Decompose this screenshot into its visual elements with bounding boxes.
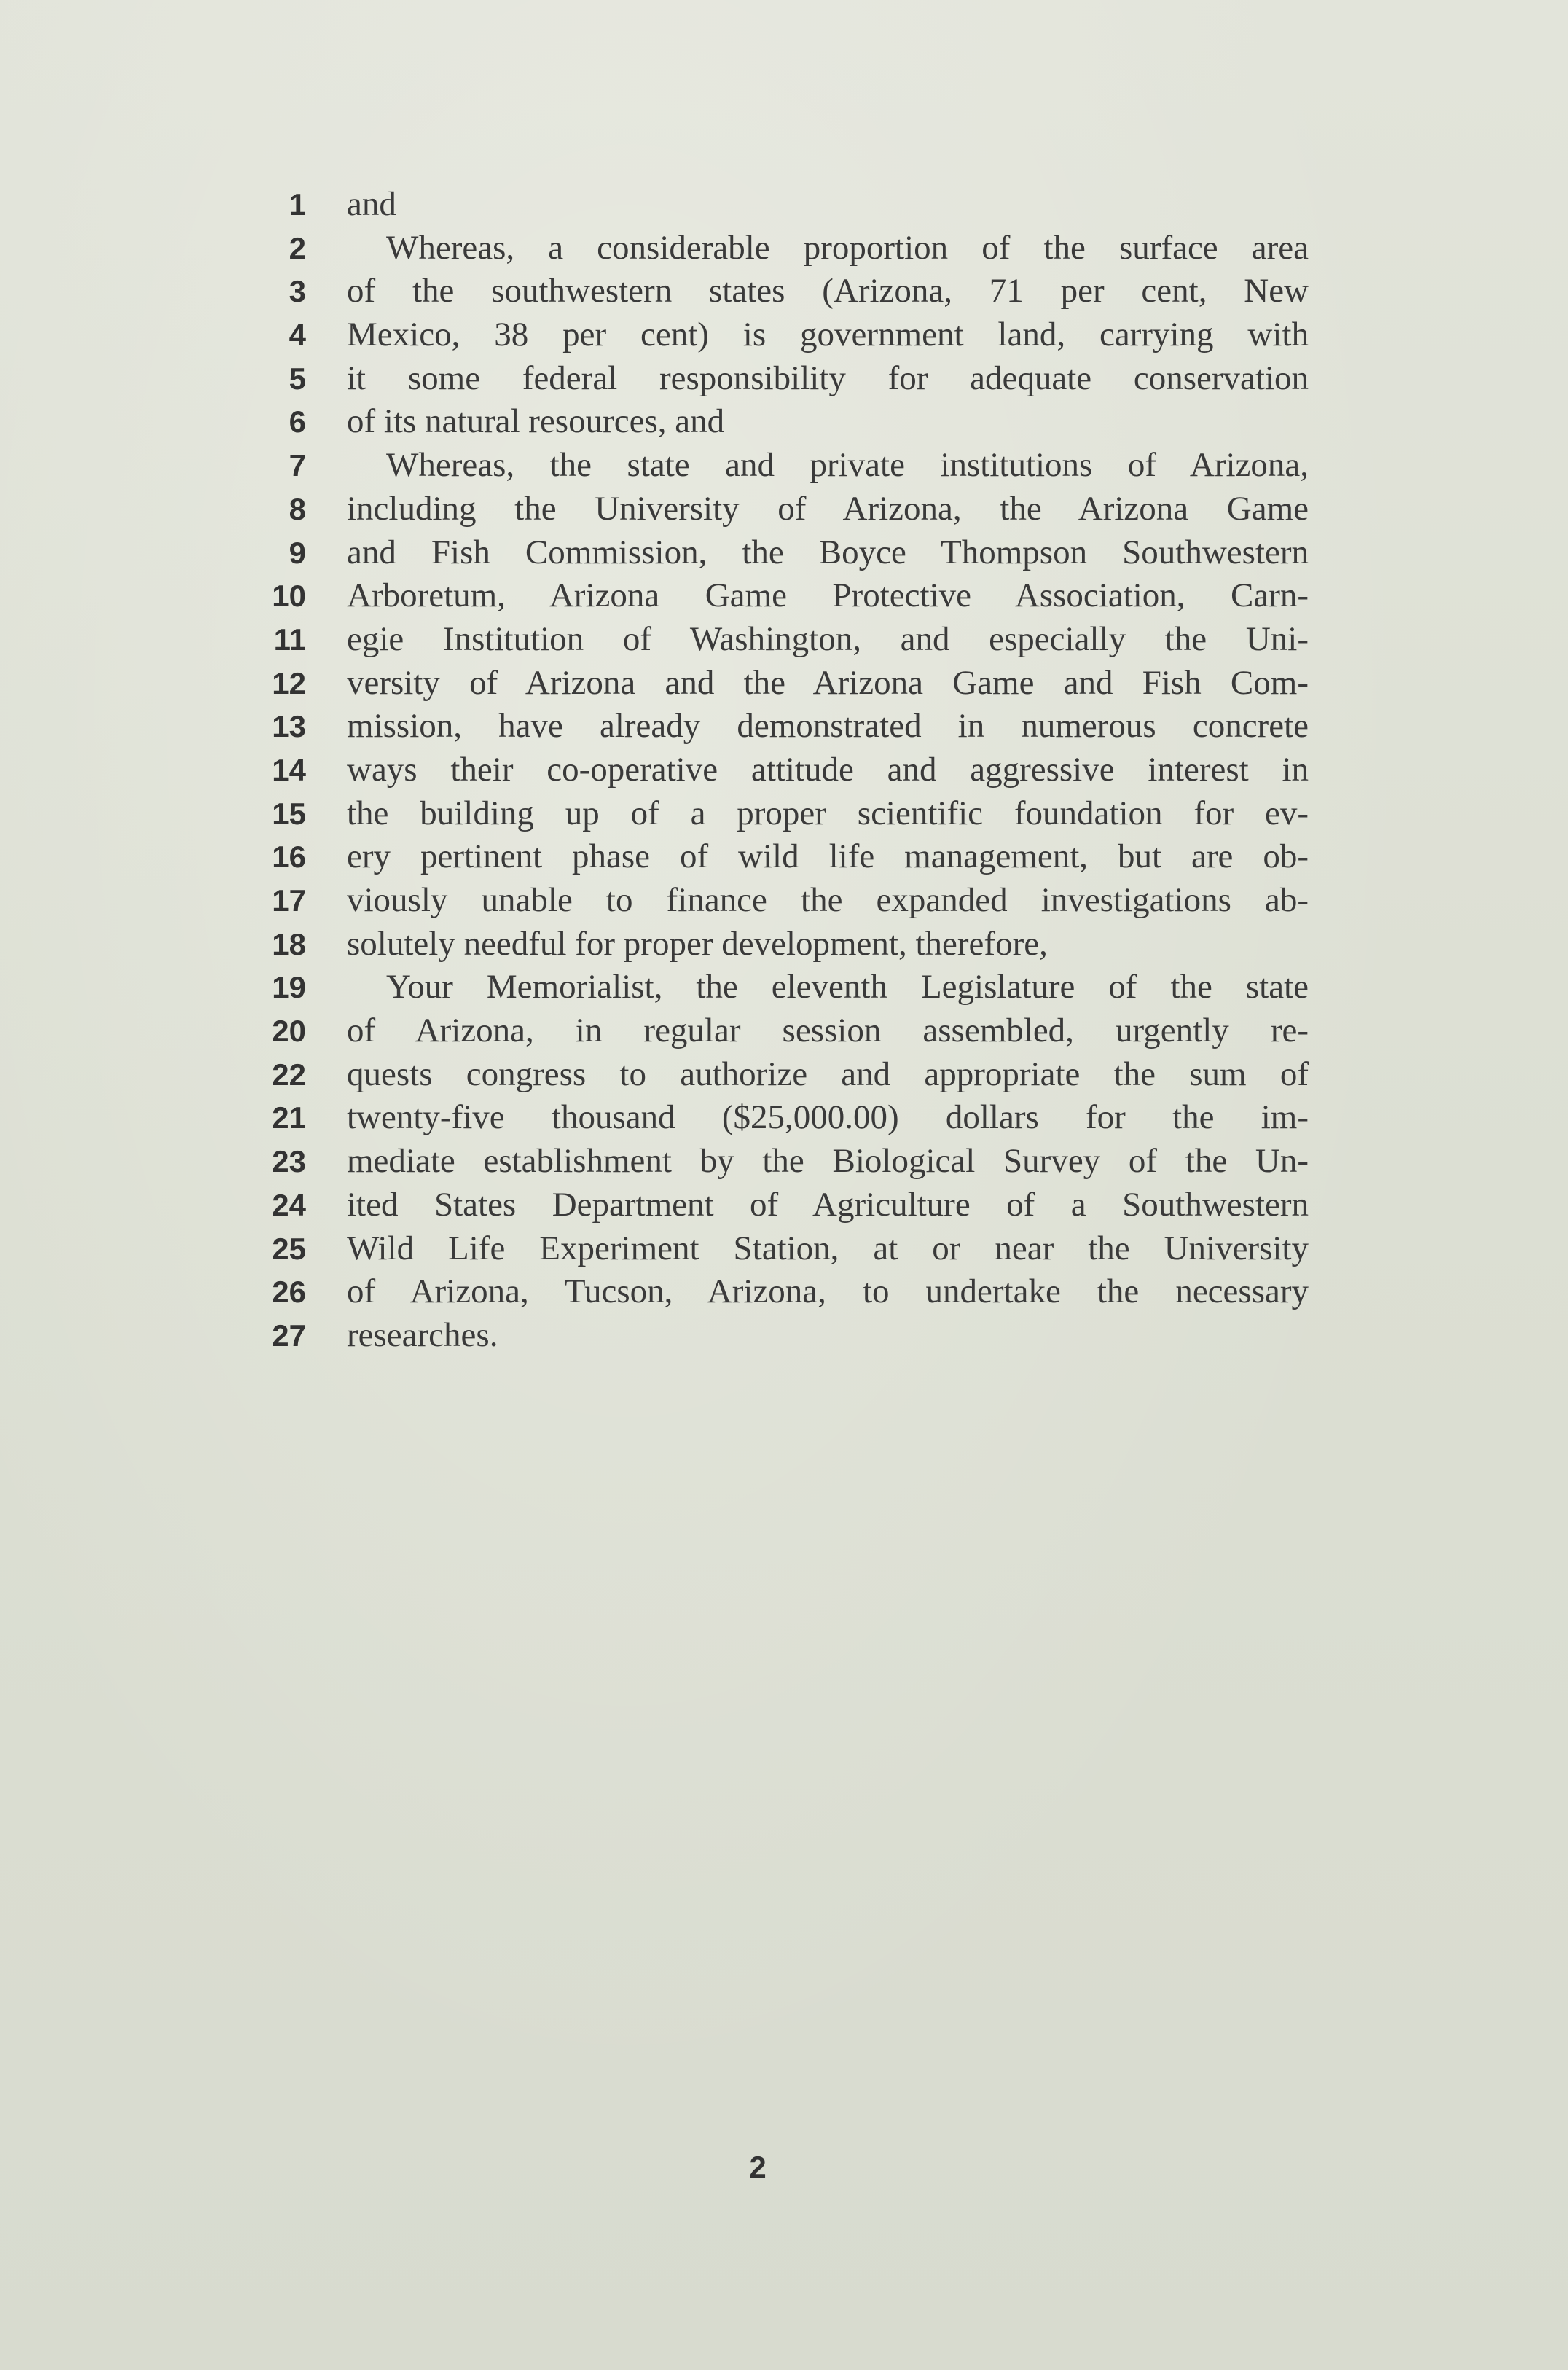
text-line	[0, 574, 1568, 617]
line-number: 21	[272, 1100, 306, 1135]
line-text: twenty-five thousand ($25,000.00) dollars for the im-	[347, 1098, 1309, 1137]
line-text: ery pertinent phase of wild life management, but are ob-	[347, 837, 1309, 876]
text-line	[0, 1139, 1568, 1183]
line-number: 22	[272, 1057, 306, 1092]
line-number: 9	[289, 535, 306, 570]
line-number: 23	[272, 1144, 306, 1179]
line-text: of the southwestern states (Arizona, 71 per cent, New	[347, 272, 1309, 310]
line-text: Arboretum, Arizona Game Protective Association, Carn-	[347, 576, 1309, 615]
line-number: 13	[272, 709, 306, 744]
text-line	[0, 617, 1568, 661]
line-number: 7	[289, 448, 306, 483]
text-line	[0, 878, 1568, 922]
line-text: it some federal responsibility for adequate conservation	[347, 359, 1309, 397]
line-text: Whereas, a considerable proportion of the surface area	[386, 228, 1309, 267]
text-line	[0, 269, 1568, 313]
line-number: 16	[272, 840, 306, 875]
line-text: mediate establishment by the Biological Survey of the Un-	[347, 1142, 1309, 1181]
text-line	[0, 1313, 1568, 1357]
text-line	[0, 356, 1568, 400]
text-line	[0, 834, 1568, 878]
line-text: mission, have already demonstrated in numerous concrete	[347, 707, 1309, 746]
text-line	[0, 1227, 1568, 1270]
line-number: 8	[289, 491, 306, 526]
line-number: 27	[272, 1318, 306, 1353]
line-number: 11	[273, 622, 306, 657]
line-number: 10	[272, 579, 306, 614]
line-number: 25	[272, 1231, 306, 1266]
line-number: 20	[272, 1014, 306, 1049]
line-number: 12	[272, 665, 306, 700]
numbered-text-block	[0, 182, 1568, 1357]
text-line	[0, 1270, 1568, 1313]
line-number: 24	[272, 1187, 306, 1222]
line-text: solutely needful for proper development, therefore,	[347, 924, 1048, 963]
line-text: Mexico, 38 per cent) is government land, carrying with	[347, 316, 1309, 354]
line-number: 1	[289, 187, 306, 222]
text-line	[0, 182, 1568, 226]
line-text: Whereas, the state and private institutions of Arizona,	[386, 446, 1309, 485]
text-line	[0, 661, 1568, 705]
line-text: of Arizona, in regular session assembled, urgently re-	[347, 1012, 1309, 1050]
page-number: 2	[749, 2150, 767, 2184]
line-text: ited States Department of Agriculture of a Southwestern	[347, 1185, 1309, 1224]
text-line	[0, 531, 1568, 574]
line-text: researches.	[347, 1315, 498, 1354]
text-line	[0, 922, 1568, 966]
text-line	[0, 791, 1568, 835]
line-number: 18	[272, 926, 306, 961]
line-text: including the University of Arizona, the Arizona Game	[347, 489, 1309, 528]
line-text: and	[347, 185, 396, 223]
line-number: 26	[272, 1275, 306, 1310]
text-line	[0, 704, 1568, 748]
text-line	[0, 748, 1568, 791]
line-text: Your Memorialist, the eleventh Legislature of the state	[386, 968, 1309, 1006]
line-text: versity of Arizona and the Arizona Game and Fish Com-	[347, 663, 1309, 702]
line-number: 2	[289, 230, 306, 265]
text-line	[0, 443, 1568, 487]
line-text: of its natural resources, and	[347, 402, 725, 441]
text-line	[0, 965, 1568, 1009]
line-number: 3	[289, 274, 306, 309]
line-text: of Arizona, Tucson, Arizona, to undertake the necessary	[347, 1272, 1309, 1311]
line-text: Wild Life Experiment Station, at or near the University	[347, 1229, 1309, 1267]
line-text: ways their co-operative attitude and aggressive interest in	[347, 750, 1309, 789]
line-number: 6	[289, 404, 306, 439]
text-line	[0, 1183, 1568, 1227]
text-line	[0, 313, 1568, 356]
line-text: quests congress to authorize and appropriate the sum of	[347, 1055, 1309, 1093]
line-text: egie Institution of Washington, and especially the Uni-	[347, 619, 1309, 658]
line-number: 17	[272, 883, 306, 918]
text-line	[0, 1009, 1568, 1052]
line-text: the building up of a proper scientific foundation for ev-	[347, 794, 1309, 832]
text-line	[0, 1052, 1568, 1096]
line-number: 19	[272, 970, 306, 1005]
text-line	[0, 399, 1568, 443]
line-number: 5	[289, 361, 306, 396]
line-text: and Fish Commission, the Boyce Thompson Southwestern	[347, 533, 1309, 571]
line-number: 15	[272, 796, 306, 831]
text-line	[0, 1095, 1568, 1139]
line-number: 4	[289, 318, 306, 353]
text-line	[0, 487, 1568, 531]
line-number: 14	[272, 752, 306, 787]
text-line	[0, 226, 1568, 270]
line-text: viously unable to finance the expanded investigations ab-	[347, 881, 1309, 919]
